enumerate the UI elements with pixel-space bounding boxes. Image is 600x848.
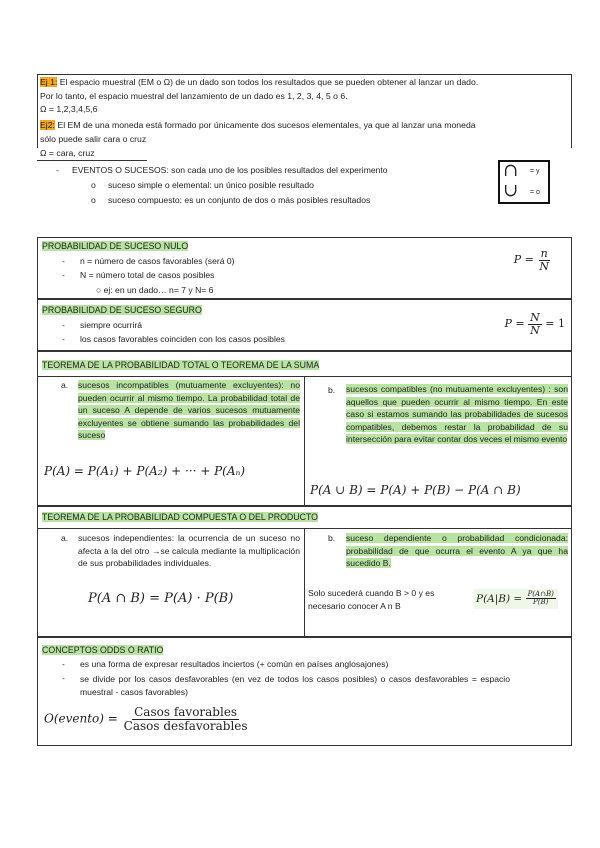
nulo-title: PROBABILIDAD DE SUCESO NULO: [42, 241, 189, 251]
producto-title: TEOREMA DE LA PROBABILIDAD COMPUESTA O DEL PRODUCTO: [42, 512, 319, 522]
section-suma: [37, 351, 572, 506]
intro-ej1: [40, 77, 478, 87]
nulo-formula-lhs: P =: [513, 253, 534, 267]
events-main: EVENTOS O SUCESOS: son cada uno de los posibles resultados del experimento: [72, 165, 388, 175]
events-dash: -: [56, 165, 59, 175]
seguro-dash-2: -: [62, 334, 65, 344]
odds-b2: se divide por los casos desfavorables (en vez de todos los casos posibles) o casos desfavorables = espacio muestral - casos favorables): [80, 674, 510, 697]
nulo-dash-1: -: [62, 256, 65, 266]
ej2-text: El EM de una moneda está formado por únicamente dos sucesos elementales, ya que al lanzar una moneda: [54, 120, 476, 130]
producto-a-body: sucesos independientes: la ocurrencia de un suceso no afecta a la del otro →se calcula mediante la multiplicación de sus probabilidades individuales.: [78, 533, 300, 568]
seguro-b1: siempre ocurrirá: [80, 320, 143, 330]
events-sub1: suceso simple o elemental: un único posible resultado: [108, 180, 314, 190]
suma-col-divider: [304, 376, 305, 505]
odds-formula-frac: [122, 706, 250, 732]
ej1-line2: Por lo tanto, el espacio muestral del lanzamiento de un dado es 1, 2, 3, 4, 5 o 6.: [40, 91, 348, 101]
suma-b-label: b.: [328, 385, 336, 395]
producto-b-formula-lhs: P(A|B) =: [476, 592, 523, 605]
producto-b-formula-num: P(A∩B): [527, 590, 554, 598]
nulo-formula-num: n: [540, 247, 548, 260]
producto-b-body: suceso dependiente o probabilidad condicionada: probabilidad de que ocurra el evento A ya que ha sucedido B.: [346, 533, 568, 568]
symbols-box: [498, 160, 550, 204]
seguro-formula-num: N: [530, 311, 540, 324]
section-odds: [37, 637, 572, 746]
union-icon: ∪: [503, 180, 519, 201]
intersection-icon: ∩: [503, 160, 519, 181]
events-sub2-marker: o: [91, 195, 96, 205]
producto-b-formula-den: P(B): [533, 598, 549, 607]
odds-b1: es una forma de expresar resultados inciertos (+ común en países anglosajones): [80, 659, 389, 669]
suma-b-body: sucesos compatibles (no mutuamente excluyentes) : son aquellos que pueden ocurrir al mismo tiempo. En este caso si estamos sumando las probabilidades de sucesos compatibles, debemos restar la probabilidad de su intersección para evitar contar dos veces el mismo evento: [346, 384, 568, 444]
odds-title: CONCEPTOS ODDS O RATIO: [42, 645, 164, 655]
producto-b-formula-frac: [526, 591, 556, 607]
nulo-sub: ○ ej: en un dado… n= 7 y N= 6: [96, 285, 214, 295]
events-sub2: suceso compuesto: es un conjunto de dos o más posibles resultados: [108, 195, 371, 205]
nulo-formula: [514, 248, 551, 272]
seguro-b2: los casos favorables coinciden con los casos posibles: [80, 334, 285, 344]
seguro-dash-1: -: [62, 320, 65, 330]
suma-b-formula: P(A ∪ B) = P(A) + P(B) − P(A ∩ B): [310, 483, 521, 497]
intersection-label: = y: [530, 168, 540, 175]
ej1-tag: Ej 1:: [40, 77, 58, 87]
seguro-formula-frac: [528, 312, 542, 336]
producto-b-text: [346, 532, 568, 570]
odds-formula: [44, 706, 250, 732]
suma-title: TEOREMA DE LA PROBABILIDAD TOTAL O TEOREMA DE LA SUMA: [42, 360, 320, 370]
section-seguro: [37, 299, 572, 351]
ej1-line3: Ω = 1,2,3,4,5,6: [40, 104, 98, 114]
events-sub1-marker: o: [91, 180, 96, 190]
nulo-formula-den: N: [539, 259, 549, 273]
producto-a-label: a.: [61, 533, 69, 543]
odds-formula-num: Casos favorables: [134, 705, 238, 719]
odds-formula-den: Casos desfavorables: [123, 718, 248, 733]
seguro-formula-den: N: [530, 323, 540, 337]
seguro-title: PROBABILIDAD DE SUCESO SEGURO: [42, 305, 202, 315]
odds-dash-1: -: [62, 659, 65, 669]
suma-a-label: a.: [61, 380, 69, 390]
suma-b-text: [346, 383, 568, 446]
producto-col-divider: [304, 528, 305, 636]
producto-b-formula: [474, 589, 558, 609]
suma-a-body: sucesos incompatibles (mutuamente excluyentes): no pueden ocurrir al mismo tiempo. La probabilidad total de un suceso A depende de varios sucesos mutuamente excluyentes se obtiene sumando las probabilidades del suceso: [78, 380, 300, 440]
section-nulo: [37, 237, 572, 299]
producto-a-formula: P(A ∩ B) = P(A) · P(B): [88, 591, 234, 606]
producto-b-label: b.: [328, 533, 336, 543]
nulo-dash-2: -: [62, 270, 65, 280]
union-label: = o: [530, 189, 540, 196]
ej1-text: El espacio muestral (EM o Ω) de un dado son todos los resultados que se pueden obtener al lanzar un dado.: [57, 77, 479, 87]
producto-a-text: [78, 532, 300, 570]
section-producto: [37, 506, 572, 637]
ej2-tag: Ej2:: [40, 120, 55, 130]
nulo-b2: N = número total de casos posibles: [80, 270, 215, 280]
odds-dash-2: -: [62, 673, 65, 683]
ej2-line2: sólo puede salir cara o cruz: [40, 134, 147, 144]
suma-a-formula: P(A) = P(A₁) + P(A₂) + ··· + P(Aₙ): [44, 464, 246, 478]
intro-bottom-rule: [37, 160, 147, 161]
seguro-formula: [505, 312, 565, 336]
nulo-formula-frac: [537, 248, 551, 272]
suma-a-text: [78, 379, 300, 442]
intro-ej2: [40, 120, 476, 130]
nulo-b1: n = número de casos favorables (será 0): [80, 256, 235, 266]
producto-b-note: Solo sucederá cuando B > 0 y es necesario conocer A n B: [308, 588, 435, 611]
seguro-formula-rhs: = 1: [545, 317, 565, 331]
ej2-line3: Ω = cara, cruz: [40, 148, 95, 158]
odds-formula-lhs: O(evento) =: [44, 711, 118, 726]
seguro-formula-lhs: P =: [504, 317, 525, 331]
